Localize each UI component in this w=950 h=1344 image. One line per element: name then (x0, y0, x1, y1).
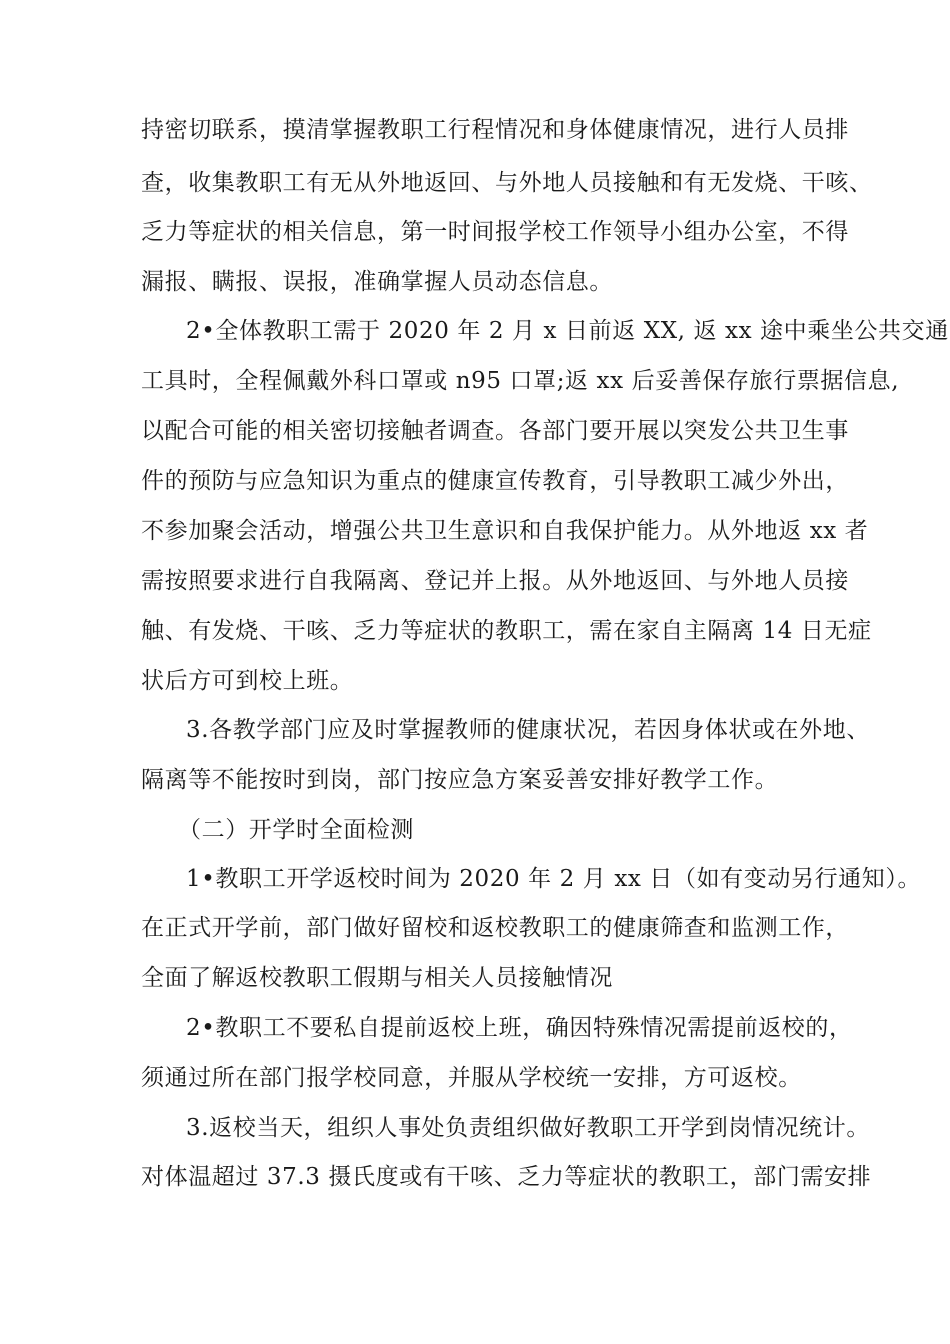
text-line: 在正式开学前，部门做好留校和返校教职工的健康筛查和监测工作， (141, 915, 849, 941)
text-line: 全面了解返校教职工假期与相关人员接触情况 (141, 965, 613, 991)
text-line: 以配合可能的相关密切接触者调查。各部门要开展以突发公共卫生事 (141, 418, 849, 444)
text-line: 件的预防与应急知识为重点的健康宣传教育，引导教职工减少外出， (141, 468, 849, 494)
paragraph-start-line: 2•教职工不要私自提前返校上班，确因特殊情况需提前返校的， (186, 1015, 853, 1041)
text-line: 触、有发烧、干咳、乏力等症状的教职工，需在家自主隔离 14 日无症 (141, 618, 872, 644)
text-line: 状后方可到校上班。 (141, 668, 354, 694)
section-heading: （二）开学时全面检测 (178, 817, 414, 843)
text-line: 漏报、瞒报、误报，准确掌握人员动态信息。 (141, 269, 613, 295)
text-line: 查，收集教职工有无从外地返回、与外地人员接触和有无发烧、干咳、 (141, 170, 873, 196)
paragraph-start-line: 3.返校当天，组织人事处负责组织做好教职工开学到岗情况统计。 (186, 1115, 870, 1141)
paragraph-start-line: 2•全体教职工需于 2020 年 2 月 x 日前返 XX, 返 xx 途中乘坐公共交通 (186, 318, 949, 344)
text-line: 对体温超过 37.3 摄氏度或有干咳、乏力等症状的教职工，部门需安排 (141, 1164, 872, 1190)
text-line: 隔离等不能按时到岗，部门按应急方案妥善安排好教学工作。 (141, 767, 779, 793)
text-line: 需按照要求进行自我隔离、登记并上报。从外地返回、与外地人员接 (141, 568, 849, 594)
text-line: 持密切联系，摸清掌握教职工行程情况和身体健康情况，进行人员排 (141, 117, 849, 143)
text-line: 须通过所在部门报学校同意，并服从学校统一安排，方可返校。 (141, 1065, 802, 1091)
text-line: 乏力等症状的相关信息，第一时间报学校工作领导小组办公室，不得 (141, 219, 849, 245)
text-line: 不参加聚会活动，增强公共卫生意识和自我保护能力。从外地返 xx 者 (141, 518, 869, 544)
text-line: 工具时，全程佩戴外科口罩或 n95 口罩;返 xx 后妥善保存旅行票据信息, (141, 368, 900, 394)
paragraph-start-line: 1•教职工开学返校时间为 2020 年 2 月 xx 日（如有变动另行通知）。 (186, 866, 922, 892)
paragraph-start-line: 3.各教学部门应及时掌握教师的健康状况，若因身体状或在外地、 (186, 717, 870, 743)
